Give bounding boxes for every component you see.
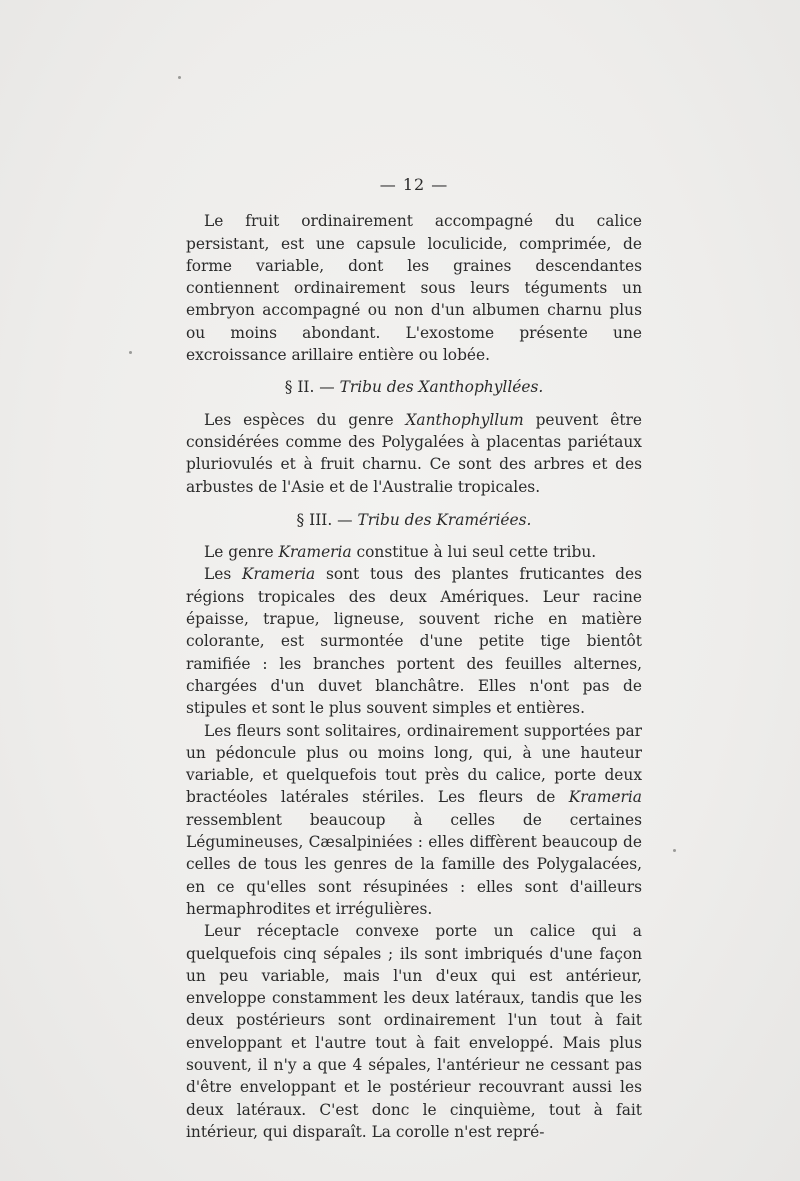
page-number: — 12 — [379, 175, 449, 194]
section-heading-xanthophyllees [186, 376, 642, 398]
paragraph-receptacle: Leur réceptacle convexe porte un calice qui a quelquefois cinq sépales ; ils sont imbriqués d'une façon un peu variable, mais l'un d'eux qui est antérieur, enveloppe constamment les deux latéraux, tandis que les deux postérieurs sont ordinairement l'un tout à fait enveloppant et l'autre tout à fait enveloppé. Mais plus souvent, il n'y a que 4 sépales, l'antérieur ne cessant pas d'être enveloppant et le postérieur recouvrant aussi les deux latéraux. C'est donc le cinquième, tout à fait intérieur, qui disparaît. La corolle n'est repré- [186, 922, 642, 1141]
section-heading-krameriees [186, 509, 642, 531]
section-label: § II. — [284, 378, 335, 397]
paper-speck [673, 849, 676, 852]
section-title: Tribu des Xanthophyllées. [339, 378, 544, 397]
text-run: Les fleurs sont solitaires, ordinairement supportées par un pédoncule plus ou moins long, qui, à une hauteur variable, et quelquefois tout près du calice, porte deux bractéoles latérales stériles. Les fleurs de [186, 721, 642, 807]
paragraph-krameria-plantes [186, 563, 642, 719]
text-run: Les [204, 565, 242, 584]
paragraph-xanthophyllum [186, 409, 642, 498]
text-run: sont tous des plantes fruticantes des régions tropicales des deux Amériques. Leur racine épaisse, trapue, ligneuse, souvent riche en matière colorante, est surmontée d'une petite tige bientôt ramifiée : les branches portent des feuilles alternes, chargées d'un duvet blanchâtre. Elles n'ont pas de stipules et sont le plus souvent simples et entières. [186, 565, 642, 718]
paragraph-fleurs [186, 720, 642, 921]
text-run: Les espèces du genre [204, 410, 406, 429]
text-run: ressemblent beaucoup à celles de certaines Légumineuses, Cæsalpiniées : elles diffèrent beaucoup de celles de tous les genres de la famille des Polygalacées, en ce qu'elles sont résupinées : elles sont d'ailleurs hermaphrodites et irrégulières. [186, 810, 642, 918]
section-label: § III. — [296, 510, 353, 529]
text-run: Le genre [204, 543, 279, 562]
paragraph-krameria-genre [186, 541, 642, 563]
paper-speck [129, 351, 132, 354]
genus-name: Krameria [568, 788, 642, 807]
text-run: peuvent être considérées comme des Polygalées à placentas pariétaux pluriovulés et à fruit charnu. Ce sont des arbres et des arbustes de l'Asie et de l'Australie tropicales. [186, 410, 642, 496]
paragraph-fruit: Le fruit ordinairement accompagné du calice persistant, est une capsule loculicide, comprimée, de forme variable, dont les graines descendantes contiennent ordinairement sous leurs téguments un embryon accompagné ou non d'un albumen charnu plus ou moins abondant. L'exostome présente une excroissance arillaire entière ou lobée. [186, 212, 642, 365]
section-title: Tribu des Kramériées. [357, 510, 532, 529]
text-run: constitue à lui seul cette tribu. [351, 543, 597, 562]
page-text [186, 174, 642, 1143]
genus-name: Krameria [278, 543, 352, 562]
paper-speck [178, 76, 181, 79]
genus-name: Xanthophyllum [405, 410, 524, 429]
genus-name: Krameria [241, 565, 316, 584]
